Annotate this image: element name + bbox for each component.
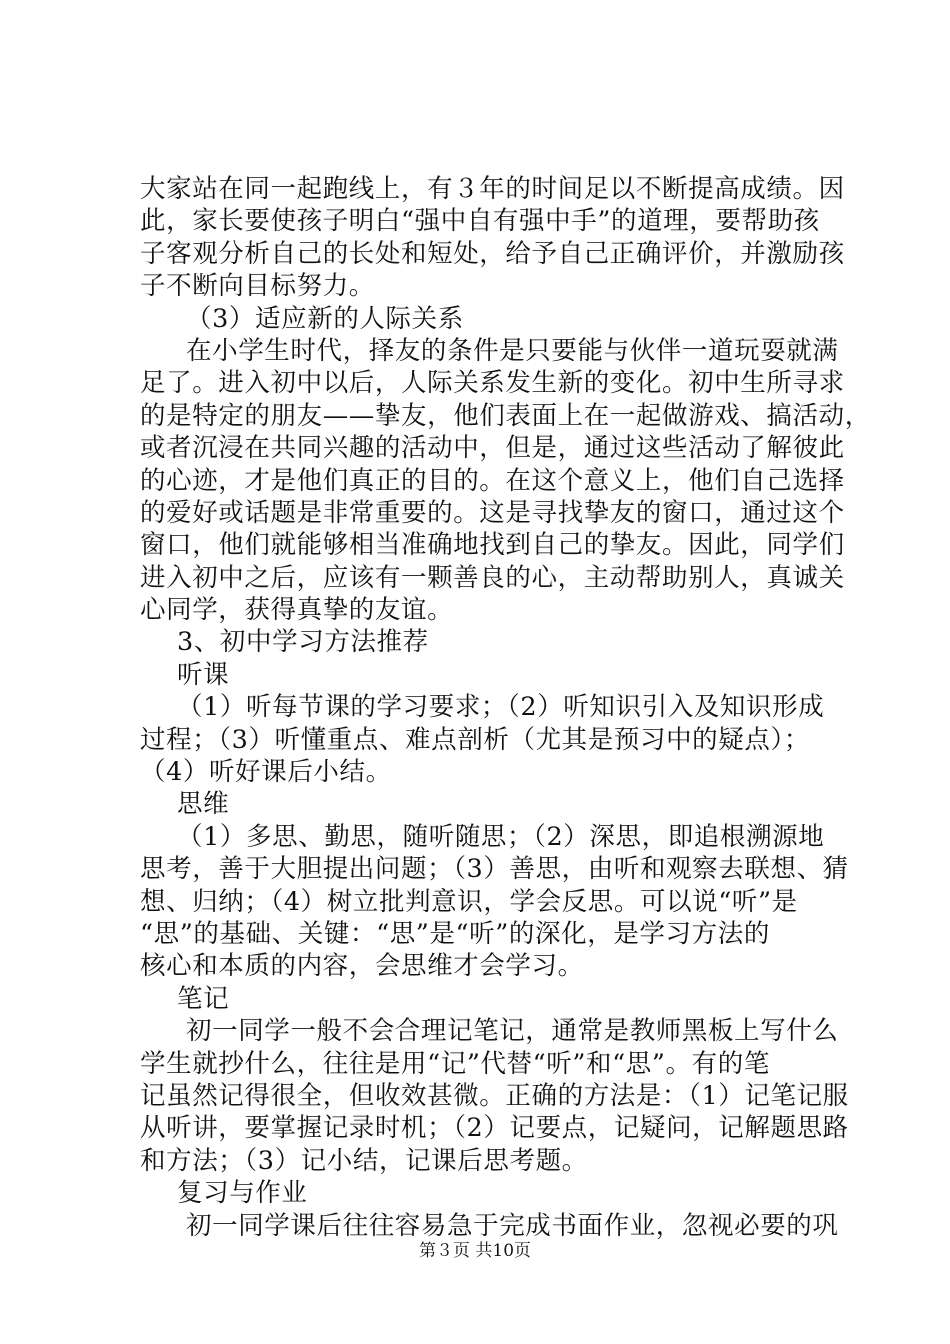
subsection-heading: 思维 <box>177 789 230 820</box>
subsection-heading: 复习与作业 <box>177 1178 308 1209</box>
text-line: 子客观分析自己的长处和短处，给予自己正确评价，并激励孩 <box>140 238 845 269</box>
text-line: 和方法；（3）记小结，记课后思考题。 <box>140 1145 588 1176</box>
text-line: 的心迹，才是他们真正的目的。在这个意义上，他们自己选择 <box>140 465 845 496</box>
text-line: 从听讲，要掌握记录时机；（2）记要点，记疑问，记解题思路 <box>140 1113 849 1144</box>
section-heading: 3、初中学习方法推荐 <box>177 627 429 658</box>
text-line: （4）听好课后小结。 <box>140 757 392 788</box>
text-line: “思”的基础、关键：“思”是“听”的深化，是学习方法的 <box>140 918 770 949</box>
section-heading: （3）适应新的人际关系 <box>186 303 464 334</box>
text-line: （1）听每节课的学习要求；（2）听知识引入及知识形成 <box>177 692 825 723</box>
text-line: 过程；（3）听懂重点、难点剖析（尤其是预习中的疑点）； <box>140 724 810 755</box>
text-line: 的爱好或话题是非常重要的。这是寻找挚友的窗口，通过这个 <box>140 497 845 528</box>
subsection-heading: 笔记 <box>177 983 230 1014</box>
text-line: 进入初中之后，应该有一颗善良的心，主动帮助别人，真诚关 <box>140 562 845 593</box>
text-line: 足了。进入初中以后，人际关系发生新的变化。初中生所寻求 <box>140 368 845 399</box>
text-line: 记虽然记得很全，但收效甚微。正确的方法是：（1）记笔记服 <box>140 1080 849 1111</box>
text-line: （1）多思、勤思，随听随思；（2）深思，即追根溯源地 <box>177 821 825 852</box>
document-body <box>140 173 871 1242</box>
text-line: 学生就抄什么，往往是用“记”代替“听”和“思”。有的笔 <box>140 1048 770 1079</box>
text-line: 窗口，他们就能够相当准确地找到自己的挚友。因此，同学们 <box>140 530 845 561</box>
text-line: 初一同学课后往往容易急于完成书面作业，忽视必要的巩 <box>186 1210 839 1241</box>
page-footer <box>0 1241 950 1261</box>
text-line: 核心和本质的内容，会思维才会学习。 <box>140 951 584 982</box>
text-line: 或者沉浸在共同兴趣的活动中，但是，通过这些活动了解彼此 <box>140 433 845 464</box>
text-line: 想、归纳；（4）树立批判意识，学会反思。可以说“听”是 <box>140 886 798 917</box>
text-line: 子不断向目标努力。 <box>140 271 375 302</box>
text-line: 此，家长要使孩子明白“强中自有强中手”的道理，要帮助孩 <box>140 206 820 237</box>
text-line: 的是特定的朋友——挚友，他们表面上在一起做游戏、搞活动， <box>140 400 871 431</box>
text-line: 在小学生时代，择友的条件是只要能与伙伴一道玩耍就满 <box>186 335 839 366</box>
text-line: 大家站在同一起跑线上，有３年的时间足以不断提高成绩。因 <box>140 174 845 204</box>
text-line: 思考，善于大胆提出问题；（3）善思，由听和观察去联想、猜 <box>140 854 849 885</box>
text-line: 初一同学一般不会合理记笔记，通常是教师黑板上写什么 <box>186 1016 839 1047</box>
subsection-heading: 听课 <box>177 659 230 690</box>
page-number-label: 第３页 共10页 <box>418 1241 532 1261</box>
text-line: 心同学，获得真挚的友谊。 <box>140 595 454 626</box>
